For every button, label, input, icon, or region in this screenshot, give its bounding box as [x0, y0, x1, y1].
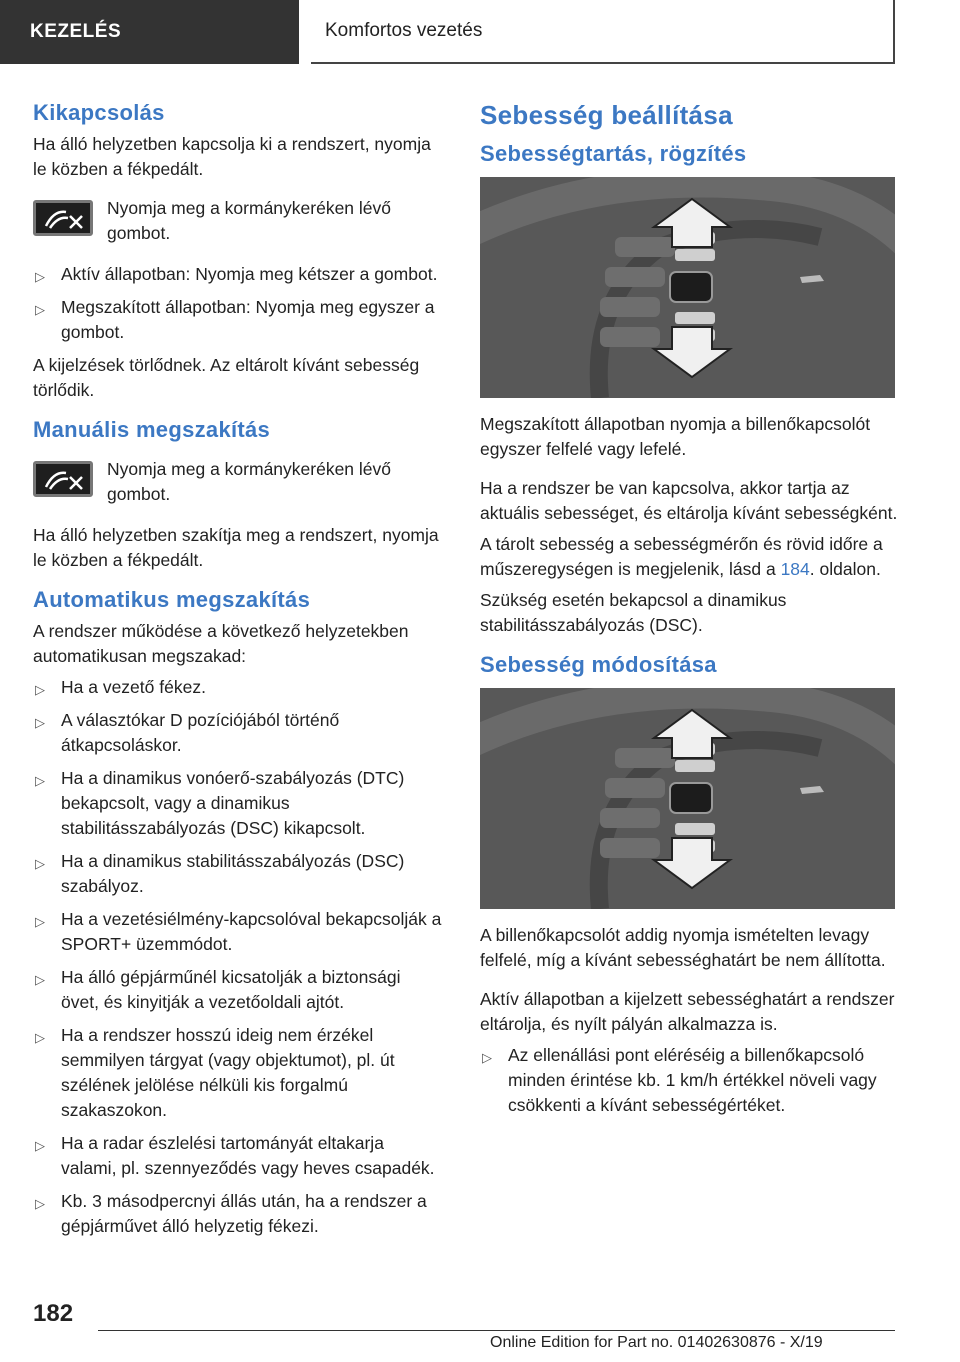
list — [33, 675, 443, 1239]
section-tab — [0, 0, 299, 64]
list-item — [33, 965, 443, 1015]
triangle-bullet-icon: ▷ — [35, 773, 45, 788]
button-instruction — [33, 457, 443, 507]
list-item — [33, 675, 443, 700]
steering-wheel-rocker-switch-image — [480, 688, 895, 909]
heading-automatikus: Automatikus megszakítás — [33, 587, 311, 612]
triangle-bullet-icon: ▷ — [482, 1050, 492, 1065]
triangle-bullet-icon: ▷ — [35, 715, 45, 730]
paragraph: A billenőkapcsolót addig nyomja ismételten levagy felfelé, míg a kívánt sebességhatárt be nem állította. — [480, 925, 886, 970]
triangle-bullet-icon: ▷ — [35, 269, 45, 284]
list-item-text: A választókar D pozíciójából történő átkapcsoláskor. — [61, 710, 340, 755]
paragraph: Ha álló helyzetben kapcsolja ki a rendszert, nyomja le közben a fékpedált. — [33, 134, 431, 179]
chapter-title: Komfortos vezetés — [325, 20, 483, 41]
list-item — [33, 907, 443, 957]
footer-divider — [98, 1330, 895, 1331]
list-item — [33, 1189, 443, 1239]
paragraph: Ha álló helyzetben szakítja meg a rendszert, nyomja le közben a fékpedált. — [33, 525, 439, 570]
list-item — [33, 708, 443, 758]
list-item — [33, 295, 443, 345]
left-column — [33, 100, 443, 1247]
paragraph: Aktív állapotban a kijelzett sebességhatárt a rendszer eltárolja, és nyílt pályán alkalmazza is. — [480, 989, 895, 1034]
list-item-text: Ha a vezetésiélmény-kapcsolóval bekapcsolják a SPORT+ üzemmódot. — [61, 909, 442, 954]
triangle-bullet-icon: ▷ — [35, 914, 45, 929]
triangle-bullet-icon: ▷ — [35, 972, 45, 987]
list — [33, 262, 443, 345]
list-item — [480, 1043, 900, 1118]
triangle-bullet-icon: ▷ — [35, 682, 45, 697]
triangle-bullet-icon: ▷ — [35, 1030, 45, 1045]
steering-wheel-rocker-switch-image — [480, 177, 895, 398]
list-item-text: Aktív állapotban: Nyomja meg kétszer a gombot. — [61, 264, 438, 284]
page-link[interactable]: 184 — [780, 559, 810, 579]
section-title: KEZELÉS — [30, 21, 122, 42]
heading-manualis: Manuális megszakítás — [33, 417, 271, 442]
list-item-text: Ha a radar észlelési tartományát eltakarja valami, pl. szennyeződés vagy heves csapadék. — [61, 1133, 435, 1178]
list-item-text: Ha a dinamikus stabilitásszabályozás (DSC) szabályoz. — [61, 851, 405, 896]
heading-kikapcsolas: Kikapcsolás — [33, 100, 165, 125]
list-item — [33, 1023, 443, 1123]
paragraph: Szükség esetén bekapcsol a dinamikus stabilitásszabályozás (DSC). — [480, 590, 787, 635]
list-item-text: Kb. 3 másodpercnyi állás után, ha a rendszer a gépjárművet álló helyzetig fékezi. — [61, 1191, 427, 1236]
list-item-text: Ha a vezető fékez. — [61, 677, 206, 697]
button-instruction-text: Nyomja meg a kormánykeréken lévő gombot. — [107, 459, 392, 504]
list-item — [33, 766, 443, 841]
triangle-bullet-icon: ▷ — [35, 856, 45, 871]
list-item — [33, 1131, 443, 1181]
paragraph — [480, 532, 900, 582]
page-number: 182 — [33, 1300, 74, 1327]
chapter-header — [311, 0, 895, 64]
cruise-control-cancel-icon — [33, 200, 93, 236]
paragraph: Ha a rendszer be van kapcsolva, akkor tartja az aktuális sebességet, és eltárolja kívánt sebességként. — [480, 478, 898, 523]
list-item — [33, 262, 443, 287]
footer-edition: Online Edition for Part no. 01402630876 - X/19 — [490, 1334, 823, 1351]
list-item-text: Ha a rendszer hosszú ideig nem érzékel semmilyen tárgyat (vagy objektumot), pl. út szélének jelölése nélküli kis forgalmú szakaszokon. — [61, 1025, 395, 1120]
list — [480, 1043, 900, 1118]
list-item — [33, 849, 443, 899]
paragraph: A rendszer működése a következő helyzetekben automatikusan megszakad: — [33, 621, 409, 666]
button-instruction — [33, 196, 443, 246]
list-item-text: Megszakított állapotban: Nyomja meg egyszer a gombot. — [61, 297, 435, 342]
paragraph-text: . oldalon. — [809, 559, 881, 579]
list-item-text: Ha álló gépjárműnél kicsatolják a biztonsági övet, és kinyitják a vezetőoldali ajtót. — [61, 967, 401, 1012]
list-item-text: Az ellenállási pont eléréséig a billenőkapcsoló minden érintése kb. 1 km/h értékkel növeli vagy csökkenti a kívánt sebességértéket. — [508, 1045, 877, 1115]
heading-sebesseg-beallitasa: Sebesség beállítása — [480, 100, 733, 130]
list-item-text: Ha a dinamikus vonóerő-szabályozás (DTC) bekapcsolt, vagy a dinamikus stabilitásszabályozás (DSC) kikapcsolt. — [61, 768, 405, 838]
paragraph-text: A tárolt sebesség a sebességmérőn és rövid időre a műszeregységen is megjelenik, lásd a — [480, 534, 883, 579]
heading-sebessegtartas: Sebességtartás, rögzítés — [480, 141, 747, 166]
right-column — [480, 100, 900, 1126]
paragraph: Megszakított állapotban nyomja a billenőkapcsolót egyszer felfelé vagy lefelé. — [480, 414, 871, 459]
triangle-bullet-icon: ▷ — [35, 1196, 45, 1211]
triangle-bullet-icon: ▷ — [35, 302, 45, 317]
cruise-control-cancel-icon — [33, 461, 93, 497]
paragraph: A kijelzések törlődnek. Az eltárolt kívánt sebesség törlődik. — [33, 355, 420, 400]
triangle-bullet-icon: ▷ — [35, 1138, 45, 1153]
heading-sebesseg-modositasa: Sebesség módosítása — [480, 652, 717, 677]
button-instruction-text: Nyomja meg a kormánykeréken lévő gombot. — [107, 198, 392, 243]
